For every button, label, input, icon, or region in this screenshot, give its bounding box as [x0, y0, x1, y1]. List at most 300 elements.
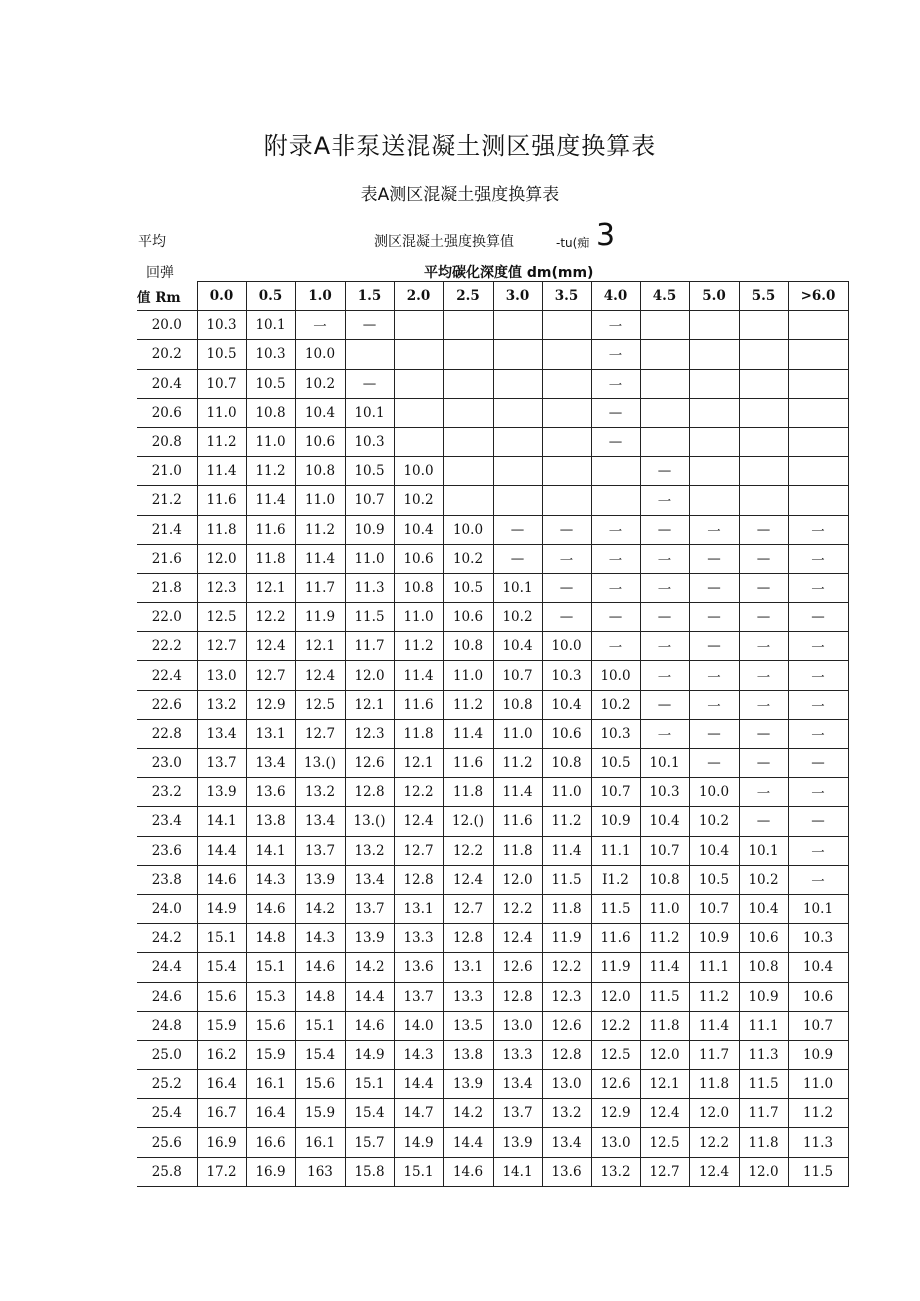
value-cell: 11.0: [640, 894, 689, 923]
rm-cell: 24.6: [137, 982, 197, 1011]
value-cell: 14.6: [295, 953, 345, 982]
value-cell: 12.0: [493, 865, 542, 894]
value-cell: 12.3: [197, 573, 246, 602]
value-cell: 12.2: [542, 953, 591, 982]
value-cell: 11.0: [394, 603, 443, 632]
value-cell: 11.4: [493, 778, 542, 807]
value-cell: 16.4: [246, 1099, 295, 1128]
value-cell: 12.8: [493, 982, 542, 1011]
value-cell: 12.6: [591, 1070, 640, 1099]
value-cell: 10.4: [640, 807, 689, 836]
value-cell: 13.4: [246, 749, 295, 778]
value-cell: 10.8: [739, 953, 788, 982]
value-cell: 11.8: [739, 1128, 788, 1157]
value-cell: —: [640, 603, 689, 632]
value-cell: 一: [788, 515, 848, 544]
value-cell: 15.6: [295, 1070, 345, 1099]
rm-cell: 24.4: [137, 953, 197, 982]
value-cell: 13.4: [542, 1128, 591, 1157]
value-cell: 10.4: [493, 632, 542, 661]
value-cell: 12.9: [246, 690, 295, 719]
value-cell: —: [689, 603, 739, 632]
value-cell: 15.9: [197, 1011, 246, 1040]
value-cell: 11.2: [689, 982, 739, 1011]
table-row: [137, 398, 848, 427]
value-cell: 17.2: [197, 1157, 246, 1186]
value-cell: [591, 486, 640, 515]
value-cell: 10.7: [689, 894, 739, 923]
value-cell: 11.4: [640, 953, 689, 982]
rm-header: 值 Rm: [137, 282, 197, 311]
value-cell: 12.7: [295, 719, 345, 748]
value-cell: [394, 398, 443, 427]
value-cell: 12.1: [394, 749, 443, 778]
value-cell: 10.1: [640, 749, 689, 778]
table-row: [137, 427, 848, 456]
value-cell: 10.5: [443, 573, 493, 602]
value-cell: —: [640, 515, 689, 544]
value-cell: 15.4: [295, 1040, 345, 1069]
value-cell: 10.9: [345, 515, 394, 544]
value-cell: 13.6: [394, 953, 443, 982]
value-cell: 10.6: [542, 719, 591, 748]
rm-cell: 23.0: [137, 749, 197, 778]
value-cell: 11.4: [197, 457, 246, 486]
value-cell: 13.8: [246, 807, 295, 836]
table-row: [137, 807, 848, 836]
value-cell: 10.0: [394, 457, 443, 486]
column-header: 5.0: [689, 282, 739, 311]
value-cell: [394, 427, 443, 456]
value-cell: 10.3: [197, 311, 246, 340]
value-cell: 14.4: [345, 982, 394, 1011]
value-cell: 10.2: [739, 865, 788, 894]
value-cell: 15.9: [246, 1040, 295, 1069]
value-cell: 12.1: [640, 1070, 689, 1099]
rm-cell: 24.2: [137, 924, 197, 953]
value-cell: 16.9: [197, 1128, 246, 1157]
value-cell: 12.6: [345, 749, 394, 778]
value-cell: [443, 486, 493, 515]
value-cell: 13.1: [443, 953, 493, 982]
value-cell: 11.0: [345, 544, 394, 573]
value-cell: 11.0: [246, 427, 295, 456]
value-cell: 14.9: [345, 1040, 394, 1069]
value-cell: [739, 427, 788, 456]
value-cell: [788, 486, 848, 515]
value-cell: 10.7: [788, 1011, 848, 1040]
table-row: [137, 573, 848, 602]
value-cell: 13.2: [345, 836, 394, 865]
value-cell: [739, 369, 788, 398]
value-cell: [788, 457, 848, 486]
value-cell: 10.6: [295, 427, 345, 456]
value-cell: 一: [591, 573, 640, 602]
value-cell: [739, 457, 788, 486]
value-cell: 11.6: [591, 924, 640, 953]
value-cell: 10.1: [246, 311, 295, 340]
value-cell: 11.0: [443, 661, 493, 690]
value-cell: 14.6: [443, 1157, 493, 1186]
value-cell: 15.1: [246, 953, 295, 982]
value-cell: 15.8: [345, 1157, 394, 1186]
value-cell: —: [739, 719, 788, 748]
value-cell: 14.2: [345, 953, 394, 982]
value-cell: 10.5: [246, 369, 295, 398]
value-cell: 10.8: [542, 749, 591, 778]
value-cell: 11.7: [295, 573, 345, 602]
value-cell: [739, 311, 788, 340]
value-cell: 一: [788, 544, 848, 573]
value-cell: 11.6: [197, 486, 246, 515]
value-cell: 10.2: [443, 544, 493, 573]
rm-cell: 25.6: [137, 1128, 197, 1157]
value-cell: 12.4: [295, 661, 345, 690]
unit-digit: 3: [596, 218, 616, 253]
value-cell: 一: [788, 690, 848, 719]
value-cell: 10.1: [788, 894, 848, 923]
table-row: [137, 982, 848, 1011]
value-cell: 14.2: [443, 1099, 493, 1128]
column-header: 2.0: [394, 282, 443, 311]
value-cell: [542, 486, 591, 515]
value-cell: 11.8: [689, 1070, 739, 1099]
value-cell: 13.7: [345, 894, 394, 923]
rm-cell: 20.8: [137, 427, 197, 456]
table-row: [137, 603, 848, 632]
table-row: [137, 749, 848, 778]
table-row: [137, 778, 848, 807]
value-cell: 12.6: [542, 1011, 591, 1040]
value-cell: 10.8: [394, 573, 443, 602]
value-cell: 13.7: [295, 836, 345, 865]
rm-cell: 20.4: [137, 369, 197, 398]
rm-cell: 21.8: [137, 573, 197, 602]
value-cell: [493, 486, 542, 515]
rm-cell: 22.8: [137, 719, 197, 748]
value-cell: 13.0: [591, 1128, 640, 1157]
value-cell: [493, 340, 542, 369]
value-cell: 14.4: [443, 1128, 493, 1157]
value-cell: [493, 457, 542, 486]
value-cell: 一: [788, 573, 848, 602]
column-header: 5.5: [739, 282, 788, 311]
value-cell: [443, 311, 493, 340]
value-cell: 11.0: [197, 398, 246, 427]
value-cell: 10.3: [542, 661, 591, 690]
value-cell: 13.4: [345, 865, 394, 894]
value-cell: 12.0: [689, 1099, 739, 1128]
table-row: [137, 953, 848, 982]
table-row: [137, 544, 848, 573]
value-cell: [443, 340, 493, 369]
value-cell: 11.8: [640, 1011, 689, 1040]
value-cell: 10.1: [493, 573, 542, 602]
value-cell: 13.2: [295, 778, 345, 807]
value-cell: 10.1: [739, 836, 788, 865]
value-cell: 10.6: [394, 544, 443, 573]
value-cell: 11.6: [394, 690, 443, 719]
value-cell: 15.1: [295, 1011, 345, 1040]
value-cell: [788, 369, 848, 398]
value-cell: 12.0: [739, 1157, 788, 1186]
table-row: [137, 515, 848, 544]
value-cell: 10.0: [295, 340, 345, 369]
page-title: 附录A非泵送混凝土测区强度换算表: [263, 132, 657, 160]
value-cell: 10.8: [295, 457, 345, 486]
value-cell: 15.4: [197, 953, 246, 982]
table-row: [137, 894, 848, 923]
strength-table: [137, 281, 849, 1187]
value-cell: [493, 427, 542, 456]
rm-cell: 20.2: [137, 340, 197, 369]
table-row: [137, 632, 848, 661]
value-cell: 10.3: [640, 778, 689, 807]
value-cell: 12.0: [345, 661, 394, 690]
value-cell: 10.0: [689, 778, 739, 807]
value-cell: 10.6: [739, 924, 788, 953]
table-row: [137, 1099, 848, 1128]
value-cell: [542, 427, 591, 456]
value-cell: 一: [591, 515, 640, 544]
unit-garbled: -tu(痴: [556, 236, 590, 250]
value-cell: 13.0: [197, 661, 246, 690]
value-cell: 15.1: [345, 1070, 394, 1099]
value-cell: —: [493, 515, 542, 544]
value-cell: 11.7: [689, 1040, 739, 1069]
value-cell: [394, 369, 443, 398]
value-cell: —: [788, 749, 848, 778]
value-cell: —: [689, 632, 739, 661]
value-cell: 10.2: [591, 690, 640, 719]
rm-cell: 21.4: [137, 515, 197, 544]
value-cell: [689, 398, 739, 427]
rm-cell: 25.0: [137, 1040, 197, 1069]
value-cell: 11.7: [739, 1099, 788, 1128]
value-cell: 12.2: [591, 1011, 640, 1040]
value-cell: [739, 398, 788, 427]
value-cell: 12.2: [246, 603, 295, 632]
value-cell: 12.1: [345, 690, 394, 719]
table-caption: 表A测区混凝土强度换算表: [360, 185, 560, 205]
value-cell: 12.5: [197, 603, 246, 632]
rm-cell: 25.4: [137, 1099, 197, 1128]
value-cell: [542, 311, 591, 340]
value-cell: 12.7: [394, 836, 443, 865]
value-cell: 14.9: [394, 1128, 443, 1157]
value-cell: 15.3: [246, 982, 295, 1011]
value-cell: 15.4: [345, 1099, 394, 1128]
value-cell: 13.6: [246, 778, 295, 807]
value-cell: —: [689, 544, 739, 573]
table-row: [137, 924, 848, 953]
table-row: [137, 457, 848, 486]
value-cell: 13.9: [197, 778, 246, 807]
value-cell: [591, 457, 640, 486]
table-row: [137, 865, 848, 894]
value-cell: 14.8: [295, 982, 345, 1011]
value-cell: 12.2: [394, 778, 443, 807]
value-cell: 12.4: [689, 1157, 739, 1186]
value-cell: 11.5: [739, 1070, 788, 1099]
value-cell: 163: [295, 1157, 345, 1186]
value-cell: 10.5: [689, 865, 739, 894]
value-cell: 11.1: [689, 953, 739, 982]
value-cell: 14.6: [197, 865, 246, 894]
value-cell: 11.4: [295, 544, 345, 573]
value-cell: 16.7: [197, 1099, 246, 1128]
value-cell: 10.4: [542, 690, 591, 719]
value-cell: 14.1: [246, 836, 295, 865]
value-cell: 11.5: [591, 894, 640, 923]
value-cell: 10.4: [394, 515, 443, 544]
value-cell: 12.0: [197, 544, 246, 573]
value-cell: 10.4: [788, 953, 848, 982]
value-cell: 13.7: [493, 1099, 542, 1128]
value-cell: 10.4: [739, 894, 788, 923]
column-header: 1.5: [345, 282, 394, 311]
table-row: [137, 311, 848, 340]
value-cell: 11.2: [443, 690, 493, 719]
value-cell: 11.8: [246, 544, 295, 573]
value-cell: 16.6: [246, 1128, 295, 1157]
value-cell: [689, 486, 739, 515]
value-cell: —: [345, 311, 394, 340]
value-cell: 14.4: [197, 836, 246, 865]
value-cell: 11.6: [443, 749, 493, 778]
table-row: [137, 719, 848, 748]
value-cell: 一: [640, 544, 689, 573]
value-cell: 10.6: [788, 982, 848, 1011]
value-cell: 14.3: [394, 1040, 443, 1069]
value-cell: [640, 427, 689, 456]
value-cell: [640, 311, 689, 340]
value-cell: 13.3: [443, 982, 493, 1011]
rm-cell: 21.0: [137, 457, 197, 486]
column-header: 2.5: [443, 282, 493, 311]
value-cell: [493, 311, 542, 340]
value-cell: 13.6: [542, 1157, 591, 1186]
table-row: [137, 1011, 848, 1040]
value-cell: 12.4: [246, 632, 295, 661]
value-cell: 10.3: [788, 924, 848, 953]
table-row: [137, 340, 848, 369]
value-cell: 12.4: [394, 807, 443, 836]
value-cell: 10.8: [443, 632, 493, 661]
value-cell: 一: [739, 661, 788, 690]
value-cell: 11.1: [591, 836, 640, 865]
value-cell: 11.0: [295, 486, 345, 515]
value-cell: [345, 340, 394, 369]
value-cell: 12.8: [345, 778, 394, 807]
rm-cell: 24.0: [137, 894, 197, 923]
value-cell: [394, 340, 443, 369]
value-cell: 12.8: [443, 924, 493, 953]
value-cell: 11.2: [640, 924, 689, 953]
value-cell: 10.9: [739, 982, 788, 1011]
value-cell: 11.5: [788, 1157, 848, 1186]
value-cell: 11.4: [246, 486, 295, 515]
value-cell: 13.2: [591, 1157, 640, 1186]
value-cell: 12.2: [689, 1128, 739, 1157]
value-cell: [788, 398, 848, 427]
value-cell: 11.3: [345, 573, 394, 602]
value-cell: 11.1: [739, 1011, 788, 1040]
value-cell: [689, 427, 739, 456]
value-cell: 13.4: [295, 807, 345, 836]
value-cell: 10.7: [197, 369, 246, 398]
value-cell: —: [689, 573, 739, 602]
value-cell: 11.3: [788, 1128, 848, 1157]
column-header: 0.0: [197, 282, 246, 311]
value-cell: 一: [591, 544, 640, 573]
value-cell: —: [739, 515, 788, 544]
value-cell: 一: [640, 719, 689, 748]
value-cell: 12.7: [197, 632, 246, 661]
value-cell: 13.8: [443, 1040, 493, 1069]
value-cell: 13.0: [493, 1011, 542, 1040]
rm-cell: 21.2: [137, 486, 197, 515]
value-cell: 14.2: [295, 894, 345, 923]
value-cell: —: [739, 807, 788, 836]
value-cell: [788, 340, 848, 369]
value-cell: 11.2: [197, 427, 246, 456]
value-cell: 16.4: [197, 1070, 246, 1099]
value-cell: 一: [788, 836, 848, 865]
value-cell: 一: [739, 690, 788, 719]
value-cell: [640, 369, 689, 398]
rm-cell: 22.6: [137, 690, 197, 719]
value-cell: 13.4: [493, 1070, 542, 1099]
value-cell: 12.1: [246, 573, 295, 602]
value-cell: 12.4: [493, 924, 542, 953]
rebound-label: 回弹: [146, 265, 174, 281]
value-cell: 10.4: [689, 836, 739, 865]
value-cell: 13.2: [542, 1099, 591, 1128]
value-cell: 一: [788, 632, 848, 661]
value-cell: 13.4: [197, 719, 246, 748]
value-cell: 一: [788, 719, 848, 748]
value-cell: [640, 340, 689, 369]
value-cell: 14.9: [197, 894, 246, 923]
value-cell: 13.7: [197, 749, 246, 778]
value-cell: 12.1: [295, 632, 345, 661]
value-cell: 14.6: [246, 894, 295, 923]
value-cell: 13.3: [394, 924, 443, 953]
rm-cell: 22.0: [137, 603, 197, 632]
value-cell: [394, 311, 443, 340]
value-cell: 12.4: [443, 865, 493, 894]
value-cell: 10.7: [493, 661, 542, 690]
value-cell: 13.5: [443, 1011, 493, 1040]
value-cell: 一: [640, 661, 689, 690]
value-cell: 12.3: [345, 719, 394, 748]
value-cell: 13.9: [443, 1070, 493, 1099]
value-cell: 一: [591, 632, 640, 661]
value-cell: 13.1: [394, 894, 443, 923]
value-cell: 12.2: [443, 836, 493, 865]
value-cell: 13.3: [493, 1040, 542, 1069]
value-cell: 10.5: [591, 749, 640, 778]
value-cell: 10.9: [591, 807, 640, 836]
value-cell: 15.6: [246, 1011, 295, 1040]
value-cell: 11.8: [197, 515, 246, 544]
value-cell: 14.1: [493, 1157, 542, 1186]
value-cell: —: [739, 603, 788, 632]
value-cell: 16.1: [246, 1070, 295, 1099]
value-cell: 12.2: [493, 894, 542, 923]
value-cell: 11.8: [443, 778, 493, 807]
